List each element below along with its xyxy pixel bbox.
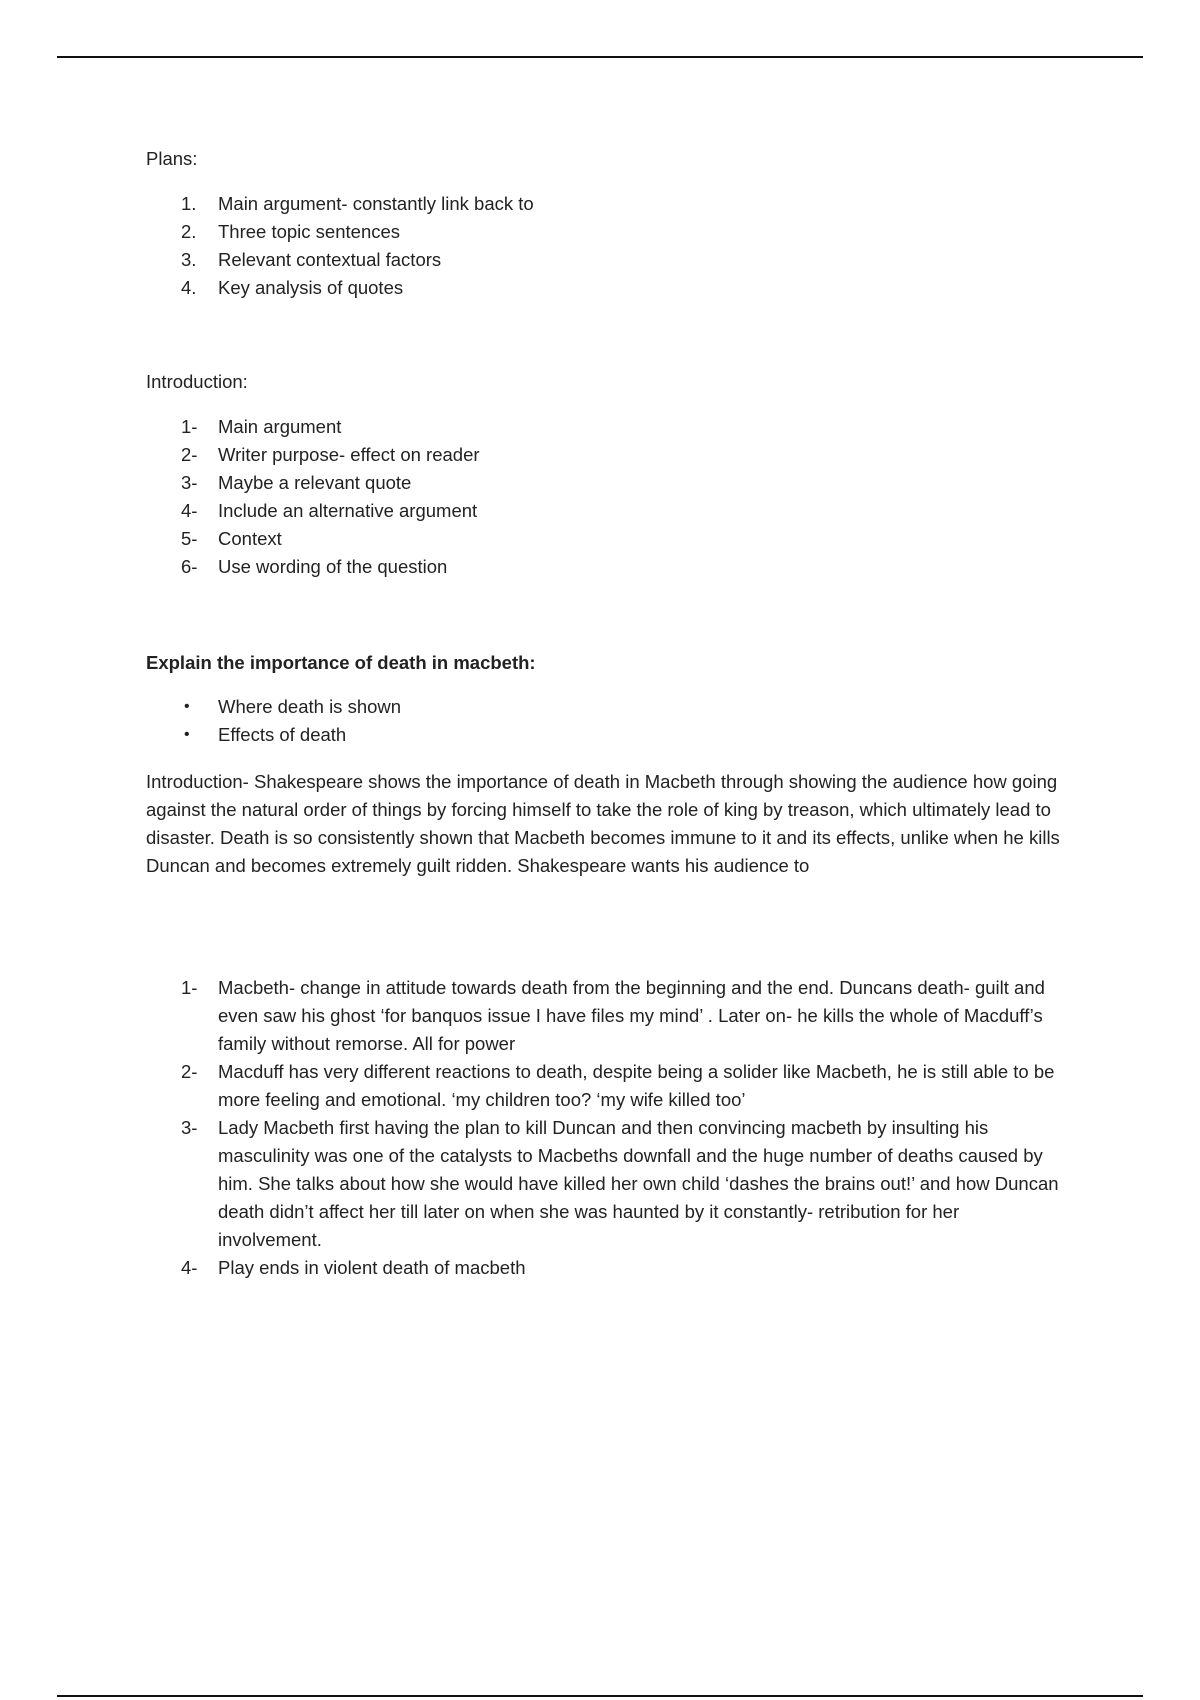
footer-rule: [57, 1695, 1143, 1697]
list-marker: 2-: [181, 444, 198, 465]
list-item-text: Three topic sentences: [218, 221, 401, 242]
list-item: [181, 274, 1081, 302]
bullet-marker: •: [184, 698, 190, 715]
question-bullets: [181, 693, 1081, 749]
list-item-text: Effects of death: [218, 724, 347, 745]
list-item: [181, 190, 1081, 218]
list-item-text: Lady Macbeth first having the plan to kill Duncan and then convincing macbeth by insulting his masculinity was one of the catalysts to Macbeths downfall and the huge number of deaths caused by him. She talks about how she would have killed her own child ‘dashes the brains out!’ and how Duncan death didn’t affect her till later on when she was haunted by it constantly- retribution for her involvement.: [218, 1117, 1059, 1250]
list-item-text: Relevant contextual factors: [218, 249, 442, 270]
list-marker: 1-: [181, 416, 198, 437]
list-item: [181, 441, 1081, 469]
plans-list: [181, 190, 1081, 302]
list-marker: 1.: [181, 193, 197, 214]
list-marker: 1-: [181, 977, 198, 998]
list-item: [181, 1114, 1066, 1254]
points-list: [181, 974, 1066, 1282]
plans-heading: Plans:: [146, 148, 198, 169]
list-item: [181, 721, 1081, 749]
header-rule: [57, 56, 1143, 58]
list-item-text: Writer purpose- effect on reader: [218, 444, 480, 465]
list-item-text: Key analysis of quotes: [218, 277, 404, 298]
list-item-text: Play ends in violent death of macbeth: [218, 1257, 526, 1278]
introduction-list: [181, 413, 1081, 581]
list-marker: 4.: [181, 277, 197, 298]
list-item-text: Main argument: [218, 416, 342, 437]
list-marker: 4-: [181, 500, 198, 521]
list-item-text: Context: [218, 528, 282, 549]
list-item: [181, 693, 1081, 721]
list-item: [181, 1058, 1066, 1114]
list-item: [181, 413, 1081, 441]
list-item-text: Macbeth- change in attitude towards death from the beginning and the end. Duncans death- guilt and even saw his ghost ‘for banquos issue I have files my mind’ . Later on- he kills the whole of Macduff’s family without remorse. All for power: [218, 977, 1045, 1054]
introduction-heading: Introduction:: [146, 371, 248, 392]
list-marker: 3-: [181, 472, 198, 493]
list-item-text: Use wording of the question: [218, 556, 448, 577]
list-item: [181, 218, 1081, 246]
list-item: [181, 974, 1066, 1058]
list-item: [181, 553, 1081, 581]
question-heading: Explain the importance of death in macbeth:: [146, 652, 536, 673]
list-item-text: Maybe a relevant quote: [218, 472, 412, 493]
list-item: [181, 1254, 1066, 1282]
list-marker: 2-: [181, 1061, 198, 1082]
list-marker: 6-: [181, 556, 198, 577]
list-item: [181, 246, 1081, 274]
list-marker: 3-: [181, 1117, 198, 1138]
list-item: [181, 525, 1081, 553]
list-item-text: Main argument- constantly link back to: [218, 193, 534, 214]
list-item-text: Where death is shown: [218, 696, 402, 717]
list-item-text: Include an alternative argument: [218, 500, 478, 521]
list-marker: 2.: [181, 221, 197, 242]
list-item: [181, 469, 1081, 497]
list-marker: 5-: [181, 528, 198, 549]
intro-paragraph: Introduction- Shakespeare shows the importance of death in Macbeth through showing the audience how going against the natural order of things by forcing himself to take the role of king by treason, which ultimately lead to disaster. Death is so consistently shown that Macbeth becomes immune to it and its effects, unlike when he kills Duncan and becomes extremely guilt ridden. Shakespeare wants his audience to: [146, 771, 1060, 876]
list-item: [181, 497, 1081, 525]
list-marker: 4-: [181, 1257, 198, 1278]
list-item-text: Macduff has very different reactions to death, despite being a solider like Macbeth, he is still able to be more feeling and emotional. ‘my children too? ‘my wife killed too’: [218, 1061, 1055, 1110]
bullet-marker: •: [184, 726, 190, 743]
list-marker: 3.: [181, 249, 197, 270]
